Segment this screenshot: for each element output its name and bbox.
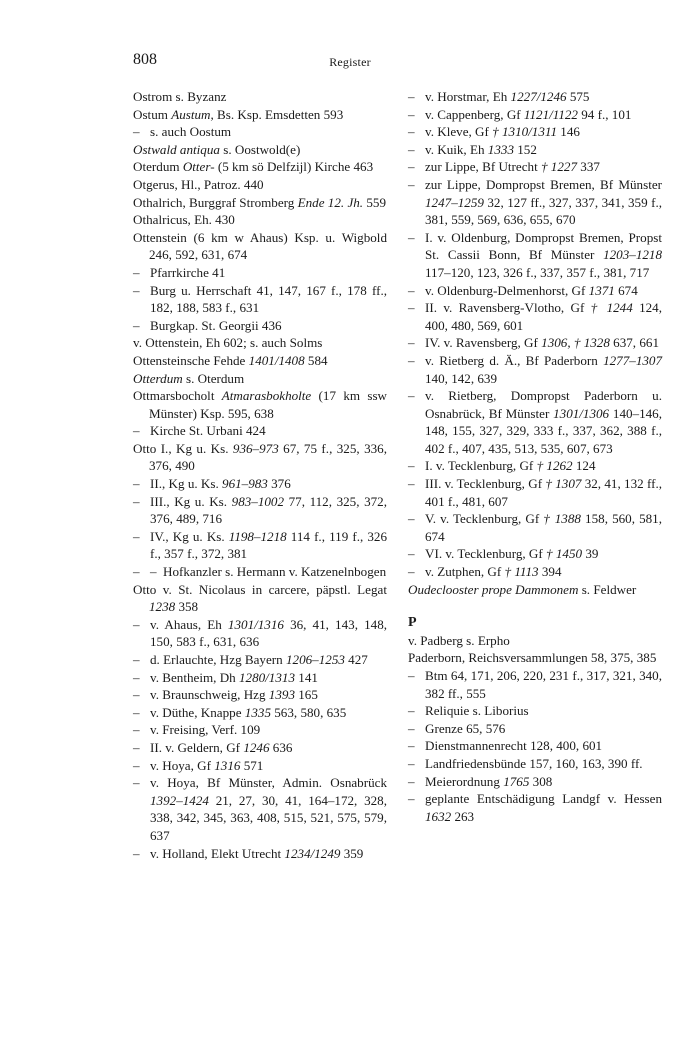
entry-text: 165 xyxy=(294,687,318,703)
entry-text: 571 xyxy=(240,757,264,773)
entry-text: 32, 127 ff., 327, 337, 341, 359 f., 381, 559, 569, 636, 655, 670 xyxy=(425,194,662,228)
entry-text: III. v. Tecklenburg, Gf xyxy=(425,476,546,492)
entry-text: v. Braunschweig, Hzg xyxy=(150,687,269,703)
index-subentry xyxy=(133,704,387,722)
index-entry xyxy=(408,632,662,650)
italic-text: † 1227 xyxy=(540,159,577,175)
italic-text: 936–973 xyxy=(232,440,279,456)
italic-text: 1316 xyxy=(214,757,241,773)
italic-text: 1198–1218 xyxy=(228,528,287,544)
italic-text: † 1262 xyxy=(536,458,573,474)
index-subentry xyxy=(408,510,662,545)
entry-text: II. v. Ravensberg-Vlotho, Gf xyxy=(425,300,591,316)
entry-text: s. Oterdum xyxy=(182,370,245,386)
entry-text: II. v. Geldern, Gf xyxy=(150,739,244,755)
subentry-dash: – xyxy=(408,738,415,754)
subentry-dash: – xyxy=(150,564,157,580)
subentry-dash: – xyxy=(408,511,415,527)
italic-text: Otterdum xyxy=(133,370,183,386)
index-subentry xyxy=(133,264,387,282)
index-subentry xyxy=(408,773,662,791)
entry-text: v. Freising, Verf. 109 xyxy=(150,722,261,738)
subentry-dash: – xyxy=(408,773,415,789)
subentry-dash: – xyxy=(133,652,140,667)
index-subentry xyxy=(408,755,662,773)
italic-text: † 1113 xyxy=(504,564,539,580)
entry-text: Ottensteinsche Fehde xyxy=(133,352,249,368)
entry-text: (17 km ssw Münster) Ksp. 595, 638 xyxy=(149,388,388,421)
running-head: Register xyxy=(329,55,371,69)
entry-text: 152 xyxy=(513,141,537,157)
entry-text: 359 xyxy=(340,845,364,861)
index-subentry xyxy=(133,669,387,687)
subentry-dash: – xyxy=(408,106,415,122)
entry-text: v. Hoya, Gf xyxy=(150,757,215,773)
index-entry xyxy=(133,334,387,352)
index-subentry xyxy=(408,457,662,475)
entry-text: Btm 64, 171, 206, 220, 231 f., 317, 321, 340, 382 ff., 555 xyxy=(425,668,662,701)
entry-text: 263 xyxy=(451,808,475,824)
index-subentry xyxy=(133,563,387,581)
entry-text: 21, 27, 30, 41, 164–172, 328, 338, 342, 345, 363, 408, 515, 521, 575, 579, 637 xyxy=(150,792,387,843)
subentry-dash: – xyxy=(133,687,140,703)
index-subentry xyxy=(133,616,387,651)
entry-text: v. Zutphen, Gf xyxy=(425,564,505,580)
index-column-right xyxy=(408,88,662,825)
italic-text: 1277–1307 xyxy=(603,352,662,368)
index-entry xyxy=(133,106,387,124)
entry-text: 636 xyxy=(269,739,293,755)
entry-text: 394 xyxy=(538,564,562,580)
entry-text: IV. v. Ravensberg, Gf xyxy=(425,335,542,351)
index-subentry xyxy=(408,667,662,702)
subentry-dash: – xyxy=(133,757,140,773)
entry-text: Landfriedensbünde 157, 160, 163, 390 ff. xyxy=(425,755,643,771)
entry-text: (5 km sö Delfzijl) Kirche 463 xyxy=(214,159,374,175)
entry-text: Othalricus, Eh. 430 xyxy=(133,212,235,228)
entry-text: 94 f., 101 xyxy=(577,106,632,122)
entry-text: Othalrich, Burggraf Stromberg xyxy=(133,194,298,210)
index-subentry xyxy=(133,422,387,440)
entry-text: 358 xyxy=(175,599,199,615)
index-subentry xyxy=(408,106,662,124)
subentry-dash: – xyxy=(408,791,415,807)
subentry-dash: – xyxy=(408,458,415,474)
subentry-dash: – xyxy=(408,229,415,245)
index-subentry xyxy=(408,702,662,720)
index-entry xyxy=(133,88,387,106)
subentry-dash: – xyxy=(133,124,140,140)
entry-text: Burg u. Herrschaft 41, 147, 167 f., 178 ff., 182, 188, 583 f., 631 xyxy=(150,282,387,316)
subentry-dash: – xyxy=(408,668,415,683)
subentry-dash: – xyxy=(133,528,140,544)
subentry-dash: – xyxy=(133,775,140,791)
italic-text: 1333 xyxy=(487,141,514,157)
italic-text: Oudeclooster prope Dammonem xyxy=(408,581,579,597)
entry-text: 39 xyxy=(582,546,599,562)
subentry-dash: – xyxy=(408,89,415,104)
entry-text: Otgerus, Hl., Patroz. 440 xyxy=(133,176,264,192)
index-subentry xyxy=(408,563,662,581)
index-subentry xyxy=(133,721,387,739)
entry-text: v. Rietberg, Dompropst Paderborn u. Osnabrück, Bf Münster xyxy=(425,388,662,421)
entry-text: 563, 580, 635 xyxy=(270,704,347,720)
index-entry xyxy=(133,158,387,176)
index-subentry xyxy=(133,317,387,335)
entry-text: zur Lippe, Dompropst Bremen, Bf Münster xyxy=(425,176,662,192)
index-subentry xyxy=(408,790,662,825)
index-subentry xyxy=(408,141,662,159)
index-subentry xyxy=(408,475,662,510)
subentry-dash: – xyxy=(408,124,415,140)
entry-text: VI. v. Tecklenburg, Gf xyxy=(425,546,547,562)
entry-text: Ottenstein (6 km w Ahaus) Ksp. u. Wigbold 246, 592, 631, 674 xyxy=(133,229,387,263)
italic-text: Austum, xyxy=(171,106,214,122)
index-subentry xyxy=(133,757,387,775)
subentry-dash: – xyxy=(408,755,415,771)
index-subentry xyxy=(133,475,387,493)
italic-text: 1765 xyxy=(503,773,530,789)
entry-text: 32, 41, 132 ff., 401 f., 481, 607 xyxy=(425,476,662,509)
italic-text: 961–983 xyxy=(222,476,268,492)
entry-text: 158, 560, 581, 674 xyxy=(425,511,662,544)
entry-text: Pfarrkirche 41 xyxy=(150,264,226,280)
index-entry xyxy=(133,229,387,264)
index-subentry xyxy=(408,334,662,352)
entry-text: Kirche St. Urbani 424 xyxy=(150,423,266,439)
italic-text: † 1450 xyxy=(546,546,583,562)
italic-text: 1371 xyxy=(588,282,615,298)
section-letter: P xyxy=(408,615,417,631)
entry-text: Paderborn, Reichsversammlungen 58, 375, 385 xyxy=(408,650,657,666)
entry-text: Bs. Ksp. Emsdetten 593 xyxy=(213,106,344,122)
index-entry xyxy=(133,176,387,194)
index-entry xyxy=(133,440,387,475)
entry-text: Ostum xyxy=(133,106,172,122)
entry-text: v. Bentheim, Dh xyxy=(150,669,239,685)
entry-text: II., Kg u. Ks. xyxy=(150,476,223,492)
index-subentry xyxy=(133,774,387,844)
entry-text: 141 xyxy=(295,669,318,685)
entry-text: 140–146, 148, 155, 327, 329, 333 f., 337, 362, 388 f., 402 f., 407, 435, 513, 535, 607, 673 xyxy=(425,405,662,456)
subentry-dash: – xyxy=(408,564,415,580)
entry-text: IV., Kg u. Ks. xyxy=(150,528,229,544)
index-entry xyxy=(408,649,662,667)
index-entry xyxy=(133,370,387,388)
index-entry xyxy=(133,581,387,616)
entry-text: Reliquie s. Liborius xyxy=(425,703,529,719)
index-subentry xyxy=(408,229,662,282)
entry-text: 584 xyxy=(304,352,328,368)
subentry-dash: – xyxy=(408,352,415,368)
italic-text: 1280/1313 xyxy=(238,669,295,685)
index-subentry xyxy=(408,720,662,738)
subentry-dash: – xyxy=(133,264,140,280)
italic-text: † 1244 xyxy=(590,300,633,316)
entry-text: Grenze 65, 576 xyxy=(425,720,506,736)
italic-text: 1306, † 1328 xyxy=(541,335,610,351)
entry-text: 146 xyxy=(557,124,580,140)
entry-text: s. Feldwer xyxy=(578,581,637,597)
subentry-dash: – xyxy=(408,176,415,192)
italic-text: † 1307 xyxy=(545,476,582,492)
entry-text: I. v. Tecklenburg, Gf xyxy=(425,458,537,474)
index-subentry xyxy=(408,545,662,563)
index-subentry xyxy=(133,686,387,704)
entry-text: 559 xyxy=(363,194,386,210)
index-subentry xyxy=(133,528,387,563)
subentry-dash: – xyxy=(133,845,140,861)
entry-text: 67, 75 f., 325, 336, 376, 490 xyxy=(149,440,387,474)
entry-text: v. Düthe, Knappe xyxy=(150,704,245,720)
subentry-dash: – xyxy=(133,739,140,755)
index-subentry xyxy=(133,739,387,757)
subentry-dash: – xyxy=(133,669,140,685)
entry-text: geplante Entschädigung Landgf v. Hessen xyxy=(425,791,662,807)
entry-text: 77, 112, 325, 372, 376, 489, 716 xyxy=(150,493,387,527)
italic-text: 1393 xyxy=(268,687,295,703)
entry-text: Otto I., Kg u. Ks. xyxy=(133,440,233,456)
entry-text: v. Hoya, Bf Münster, Admin. Osnabrück xyxy=(150,775,387,791)
index-subentry xyxy=(408,123,662,141)
italic-text: 1227/1246 xyxy=(510,89,567,104)
entry-text: 117–120, 123, 326 f., 337, 357 f., 381, 717 xyxy=(425,264,650,280)
entry-text: zur Lippe, Bf Utrecht xyxy=(425,159,541,175)
index-subentry xyxy=(133,282,387,317)
entry-text: 140, 142, 639 xyxy=(425,370,498,386)
entry-text: v. Kleve, Gf xyxy=(425,124,493,140)
italic-text: 1121/1122 xyxy=(523,106,578,122)
italic-text: 1301/1316 xyxy=(227,616,284,632)
index-subentry xyxy=(133,845,387,863)
entry-text: Burgkap. St. Georgii 436 xyxy=(150,317,282,333)
entry-text: v. Padberg s. Erpho xyxy=(408,632,510,648)
entry-text: I. v. Oldenburg, Dompropst Bremen, Propst St. Cassii Bonn, Bf Münster xyxy=(425,229,662,263)
entry-text: s. Oostwold(e) xyxy=(219,141,301,157)
entry-text: v. Cappenberg, Gf xyxy=(425,106,524,122)
index-entry xyxy=(133,194,387,212)
italic-text: 1203–1218 xyxy=(603,247,662,263)
entry-text: v. Horstmar, Eh xyxy=(425,89,511,104)
index-subentry xyxy=(408,387,662,457)
italic-text: 1632 xyxy=(425,808,452,824)
subentry-dash: – xyxy=(133,704,140,720)
entry-text: 674 xyxy=(614,282,638,298)
index-subentry xyxy=(408,282,662,300)
entry-text: d. Erlauchte, Hzg Bayern xyxy=(150,652,286,667)
entry-text: Otto v. St. Nicolaus in carcere, päpstl. Legat xyxy=(133,581,387,597)
entry-text: Oterdum xyxy=(133,159,183,175)
entry-text: v. Kuik, Eh xyxy=(425,141,488,157)
italic-text: 1301/1306 xyxy=(553,405,610,421)
index-column-left xyxy=(133,88,387,862)
subentry-dash: – xyxy=(408,546,415,562)
subentry-dash: – xyxy=(133,423,140,439)
index-subentry xyxy=(133,493,387,528)
italic-text: 1246 xyxy=(243,739,270,755)
subentry-dash: – xyxy=(408,335,415,351)
italic-text: † 1310/1311 xyxy=(492,124,558,140)
italic-text: † 1388 xyxy=(543,511,581,527)
entry-text: s. auch Oostum xyxy=(150,124,232,140)
italic-text: 1234/1249 xyxy=(284,845,341,861)
italic-text: 1335 xyxy=(244,704,271,720)
entry-text: V. v. Tecklenburg, Gf xyxy=(425,511,544,527)
subentry-dash: – xyxy=(133,564,140,580)
entry-text: v. Ahaus, Eh xyxy=(150,616,228,632)
entry-text: 36, 41, 143, 148, 150, 583 f., 631, 636 xyxy=(150,616,388,650)
entry-text: 114 f., 119 f., 326 f., 357 f., 372, 381 xyxy=(150,528,387,562)
entry-text: 337 xyxy=(577,159,600,175)
subentry-dash: – xyxy=(408,720,415,736)
entry-text: 308 xyxy=(529,773,553,789)
subentry-dash: – xyxy=(133,317,140,333)
subentry-dash: – xyxy=(133,616,140,632)
subentry-dash: – xyxy=(408,282,415,298)
entry-text: Dienstmannenrecht 128, 400, 601 xyxy=(425,738,603,754)
entry-text: 427 xyxy=(344,652,368,667)
entry-text: 124 xyxy=(572,458,596,474)
index-subentry xyxy=(133,123,387,141)
subentry-dash: – xyxy=(408,388,415,404)
index-entry xyxy=(133,141,387,159)
index-subentry xyxy=(408,158,662,176)
index-subentry xyxy=(408,737,662,755)
subentry-dash: – xyxy=(133,493,140,509)
italic-text: Atmarasbokholte xyxy=(221,388,312,404)
italic-text: 1238 xyxy=(149,599,176,615)
entry-text: III., Kg u. Ks. xyxy=(150,493,232,509)
index-entry xyxy=(133,352,387,370)
italic-text: Otter- xyxy=(182,159,215,175)
entry-text: Meierordnung xyxy=(425,773,504,789)
italic-text: Ende 12. Jh. xyxy=(297,194,364,210)
italic-text: 1247–1259 xyxy=(425,194,484,210)
index-subentry xyxy=(133,651,387,669)
italic-text: 1392–1424 xyxy=(150,792,209,808)
entry-text: v. Oldenburg-Delmenhorst, Gf xyxy=(425,282,589,298)
entry-text: Hofkanzler s. Hermann v. Katzenelnbogen xyxy=(163,564,387,580)
subentry-dash: – xyxy=(408,159,415,175)
italic-text: Ostwald antiqua xyxy=(133,141,220,157)
entry-text: Ostrom s. Byzanz xyxy=(133,89,227,104)
index-subentry xyxy=(408,176,662,229)
subentry-dash: – xyxy=(408,476,415,492)
index-entry xyxy=(133,211,387,229)
entry-text: v. Holland, Elekt Utrecht xyxy=(150,845,285,861)
subentry-dash: – xyxy=(133,476,140,492)
italic-text: 983–1002 xyxy=(231,493,285,509)
index-entry xyxy=(408,581,662,599)
entry-text: 124, 400, 480, 569, 601 xyxy=(425,300,662,333)
subentry-dash: – xyxy=(408,141,415,157)
subentry-dash: – xyxy=(408,300,415,316)
page-number: 808 xyxy=(133,51,157,68)
entry-text: 376 xyxy=(267,476,291,492)
entry-text: v. Ottenstein, Eh 602; s. auch Solms xyxy=(133,335,323,351)
subentry-dash: – xyxy=(133,282,140,298)
entry-text: 575 xyxy=(566,89,590,104)
entry-text: 637, 661 xyxy=(609,335,659,351)
subentry-dash: – xyxy=(133,722,140,738)
entry-text: v. Rietberg d. Ä., Bf Paderborn xyxy=(425,352,604,368)
entry-text: Ottmarsbocholt xyxy=(133,388,222,404)
italic-text: 1206–1253 xyxy=(285,652,345,667)
index-subentry xyxy=(408,299,662,334)
index-subentry xyxy=(408,352,662,387)
index-entry xyxy=(133,387,387,422)
subentry-dash: – xyxy=(408,703,415,719)
italic-text: 1401/1408 xyxy=(248,352,305,368)
index-subentry xyxy=(408,88,662,106)
